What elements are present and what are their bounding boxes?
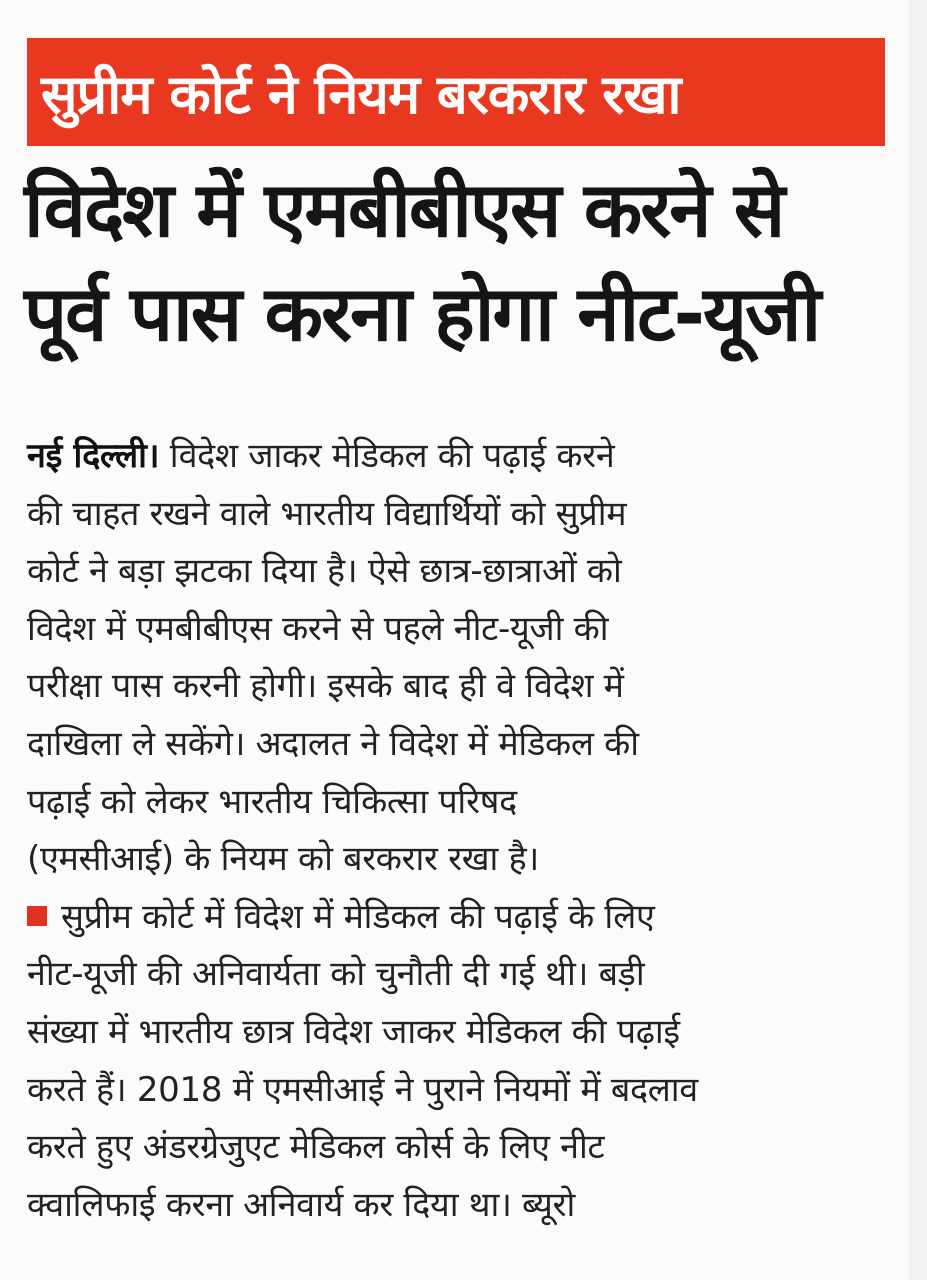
- body-line: दाखिला ले सकेंगे। अदालत ने विदेश में मेडिकल की: [27, 723, 639, 764]
- body-line: करते हुए अंडरग्रेजुएट मेडिकल कोर्स के लिए नीट: [27, 1127, 605, 1168]
- body-line: करते हैं। 2018 में एमसीआई ने पुराने नियमों में बदलाव: [27, 1069, 698, 1110]
- body-line: [27, 889, 897, 947]
- headline-line-1: विदेश में एमबीबीएस करने से: [24, 165, 784, 254]
- body-line: पढ़ाई को लेकर भारतीय चिकित्सा परिषद: [27, 781, 517, 822]
- kicker-text: सुप्रीम कोर्ट ने नियम बरकरार रखा: [41, 63, 681, 126]
- body-text: विदेश जाकर मेडिकल की पढ़ाई करने: [159, 436, 615, 476]
- body-line: की चाहत रखने वाले भारतीय विद्यार्थियों को सुप्रीम: [27, 493, 627, 534]
- article-body: [27, 428, 897, 1234]
- body-line: परीक्षा पास करनी होगी। इसके बाद ही वे विदेश में: [27, 666, 624, 707]
- headline-line-2: पूर्व पास करना होगा नीट-यूजी: [24, 269, 820, 358]
- headline: [24, 158, 894, 366]
- body-line: क्वालिफाई करना अनिवार्य कर दिया था। ब्यूरो: [27, 1184, 575, 1225]
- dateline: नई दिल्ली।: [27, 436, 160, 476]
- body-line: नीट-यूजी की अनिवार्यता को चुनौती दी गई थी। बड़ी: [27, 954, 645, 995]
- body-line: कोर्ट ने बड़ा झटका दिया है। ऐसे छात्र-छात्राओं को: [27, 551, 622, 592]
- body-line: (एमसीआई) के नियम को बरकरार रखा है।: [27, 839, 539, 880]
- red-square-bullet-icon: [27, 906, 47, 926]
- page-edge: [909, 0, 927, 1280]
- kicker-banner: [27, 38, 885, 146]
- body-line: [27, 428, 897, 486]
- body-line: विदेश में एमबीबीएस करने से पहले नीट-यूजी की: [27, 608, 609, 649]
- body-text: सुप्रीम कोर्ट में विदेश में मेडिकल की पढ़ाई के लिए: [61, 896, 655, 937]
- body-line: संख्या में भारतीय छात्र विदेश जाकर मेडिकल की पढ़ाई: [27, 1011, 680, 1052]
